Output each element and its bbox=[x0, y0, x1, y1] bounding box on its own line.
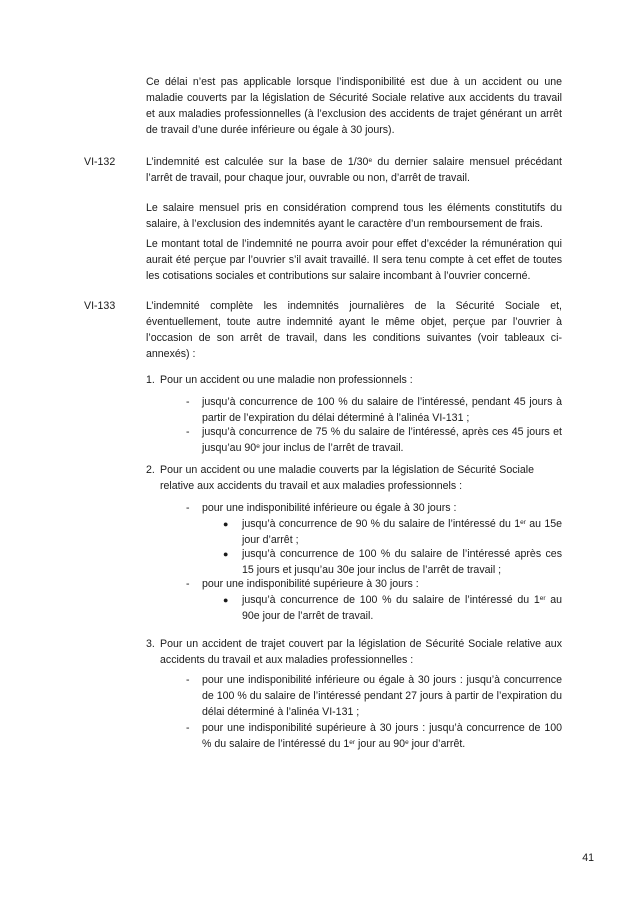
item-1-title: Pour un accident ou une maladie non professionnels : bbox=[160, 374, 413, 386]
item-3-dash-2: pour une indisponibilité supérieure à 30 jours : jusqu’à concurrence de 100 % du salaire de l’intéressé du 1er jour au 90e jour d’arrêt. bbox=[202, 722, 562, 750]
article-number-vi-132: VI-132 bbox=[84, 156, 116, 168]
item-3-dash-1: pour une indisponibilité inférieure ou égale à 30 jours : jusqu’à concurrence de 100 % du salaire de l’intéressé pendant 27 jours à partir de l’expiration du délai déterminé à l’alinéa VI-131 ; bbox=[202, 674, 562, 718]
vi-132-paragraph-3: Le montant total de l’indemnité ne pourra avoir pour effet d’excéder la rémunération qui aurait été perçue par l’ouvrier s’il avait travaillé. Il sera tenu compte à cet effet de toutes les cotisations sociales et contributions sur salaire incombant à l’ouvrier concerné. bbox=[146, 238, 562, 282]
vi-132-paragraph-1: L’indemnité est calculée sur la base de 1/30e du dernier salaire mensuel précédant l’arrêt de travail, pour chaque jour, ouvrable ou non, d’arrêt de travail. bbox=[146, 156, 562, 184]
list-number-2: 2. bbox=[146, 464, 155, 476]
item-3-title: Pour un accident de trajet couvert par la législation de Sécurité Sociale relative aux accidents du travail et aux maladies professionnelles : bbox=[160, 638, 562, 666]
dash-marker: - bbox=[186, 722, 190, 734]
item-2-bullet-1: jusqu’à concurrence de 90 % du salaire de l’intéressé du 1er au 15e jour d’arrêt ; bbox=[242, 518, 562, 546]
item-2-dash-2: pour une indisponibilité supérieure à 30 jours : bbox=[202, 578, 419, 590]
vi-133-intro: L’indemnité complète les indemnités journalières de la Sécurité Sociale et, éventuellement, toute autre indemnité ayant le même objet, perçue par l’ouvrier à l’occasion de son arrêt de travail, dans les conditions suivantes (voir tableaux ci-annexés) : bbox=[146, 300, 562, 360]
dash-marker: - bbox=[186, 578, 190, 590]
item-2-bullet-3: jusqu’à concurrence de 100 % du salaire de l’intéressé du 1er au 90e jour de l’arrêt de travail. bbox=[242, 594, 562, 622]
vi-132-paragraph-2: Le salaire mensuel pris en considération comprend tous les éléments constitutifs du salaire, à l’exclusion des indemnités ayant le caractère d’un remboursement de frais. bbox=[146, 202, 562, 230]
item-1-dash-1: jusqu’à concurrence de 100 % du salaire de l’intéressé, pendant 45 jours à partir de l’expiration du délai déterminé à l’alinéa VI-131 ; bbox=[202, 396, 562, 424]
item-2-bullet-2: jusqu’à concurrence de 100 % du salaire de l’intéressé après ces 15 jours et jusqu’au 30e jour inclus de l’arrêt de travail ; bbox=[242, 548, 562, 576]
dash-marker: - bbox=[186, 674, 190, 686]
intro-paragraph: Ce délai n’est pas applicable lorsque l’indisponibilité est due à un accident ou une maladie couverts par la législation de Sécurité Sociale relative aux accidents du travail et aux maladies professionnelles (à l’exclusion des accidents de trajet générant un arrêt de travail d’une durée inférieure ou égale à 30 jours). bbox=[146, 76, 562, 136]
page-number: 41 bbox=[582, 852, 594, 864]
list-number-3: 3. bbox=[146, 638, 155, 650]
bullet-icon: ● bbox=[223, 519, 229, 529]
item-1-dash-2: jusqu’à concurrence de 75 % du salaire de l’intéressé, après ces 45 jours et jusqu’au 90e jour inclus de l’arrêt de travail. bbox=[202, 426, 562, 454]
list-number-1: 1. bbox=[146, 374, 155, 386]
item-2-title: Pour un accident ou une maladie couverts par la législation de Sécurité Sociale relative aux accidents du travail et aux maladies professionnels : bbox=[160, 464, 534, 492]
article-number-vi-133: VI-133 bbox=[84, 300, 116, 312]
dash-marker: - bbox=[186, 396, 190, 408]
bullet-icon: ● bbox=[223, 549, 229, 559]
bullet-icon: ● bbox=[223, 595, 229, 605]
item-2-dash-1: pour une indisponibilité inférieure ou égale à 30 jours : bbox=[202, 502, 457, 514]
dash-marker: - bbox=[186, 502, 190, 514]
dash-marker: - bbox=[186, 426, 190, 438]
